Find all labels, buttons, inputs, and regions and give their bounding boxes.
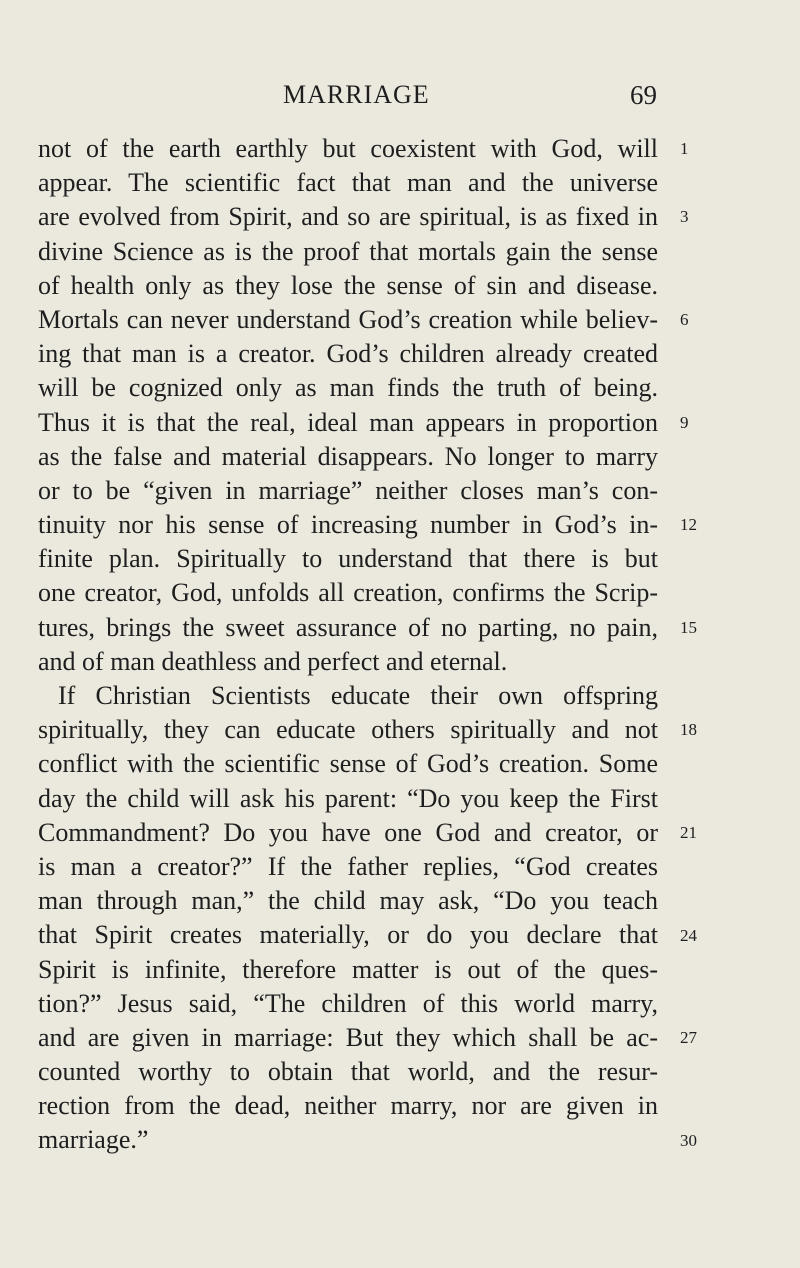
text-line: day the child will ask his parent: “Do you keep the First — [38, 783, 658, 813]
text-line: marriage.” — [38, 1125, 149, 1155]
text-line: tion?” Jesus said, “The children of this world marry, — [38, 988, 658, 1018]
text-line: that Spirit creates materially, or do you declare that — [38, 920, 658, 950]
text-line: conflict with the scientific sense of God’s creation. Some — [38, 749, 658, 779]
page-header — [0, 80, 800, 120]
text-line: will be cognized only as man finds the truth of being. — [38, 373, 658, 403]
text-line: rection from the dead, neither marry, nor are given in — [38, 1091, 658, 1121]
margin-line-number: 6 — [680, 310, 689, 329]
text-line: tinuity nor his sense of increasing number in God’s in- — [38, 510, 658, 540]
text-line: of health only as they lose the sense of sin and disease. — [38, 270, 658, 300]
text-line: finite plan. Spiritually to understand that there is but — [38, 544, 658, 574]
margin-line-number: 30 — [680, 1130, 697, 1150]
margin-line-number: 12 — [680, 515, 697, 535]
text-line: Thus it is that the real, ideal man appears in proportion — [38, 407, 658, 437]
text-line: man through man,” the child may ask, “Do you teach — [38, 886, 658, 916]
text-line: If Christian Scientists educate their own offspring — [58, 681, 658, 710]
margin-line-number: 1 — [680, 139, 689, 158]
text-line: and are given in marriage: But they which shall be ac- — [38, 1022, 658, 1052]
margin-line-number: 3 — [680, 207, 689, 227]
margin-line-number: 24 — [680, 925, 697, 945]
text-line: or to be “given in marriage” neither closes man’s con- — [38, 475, 658, 505]
margin-line-number: 21 — [680, 823, 697, 842]
text-line: counted worthy to obtain that world, and the resur- — [38, 1057, 658, 1087]
page-number: 69 — [630, 80, 657, 110]
running-head: MARRIAGE — [283, 80, 430, 109]
text-line: appear. The scientific fact that man and the universe — [38, 168, 658, 198]
text-line: one creator, God, unfolds all creation, confirms the Scrip- — [38, 578, 658, 608]
body-text — [38, 132, 658, 1158]
margin-line-number: 18 — [680, 720, 697, 740]
margin-line-number: 15 — [680, 617, 697, 637]
text-line: is man a creator?” If the father replies, “God creates — [38, 851, 658, 881]
text-line: spiritually, they can educate others spiritually and not — [38, 715, 658, 745]
text-line: Spirit is infinite, therefore matter is out of the ques- — [38, 954, 658, 984]
margin-line-number: 9 — [680, 412, 689, 432]
text-line: tures, brings the sweet assurance of no parting, no pain, — [38, 612, 658, 642]
text-line: as the false and material disappears. No longer to marry — [38, 441, 658, 471]
text-line: Commandment? Do you have one God and creator, or — [38, 817, 658, 847]
text-line: ing that man is a creator. God’s children already created — [38, 339, 658, 369]
text-line: and of man deathless and perfect and eternal. — [38, 646, 508, 676]
text-line: are evolved from Spirit, and so are spiritual, is as fixed in — [38, 202, 658, 232]
margin-line-number: 27 — [680, 1028, 697, 1048]
text-line: Mortals can never understand God’s creation while believ- — [38, 304, 658, 334]
text-line: not of the earth earthly but coexistent with God, will — [38, 134, 658, 163]
text-line: divine Science as is the proof that mortals gain the sense — [38, 236, 658, 266]
